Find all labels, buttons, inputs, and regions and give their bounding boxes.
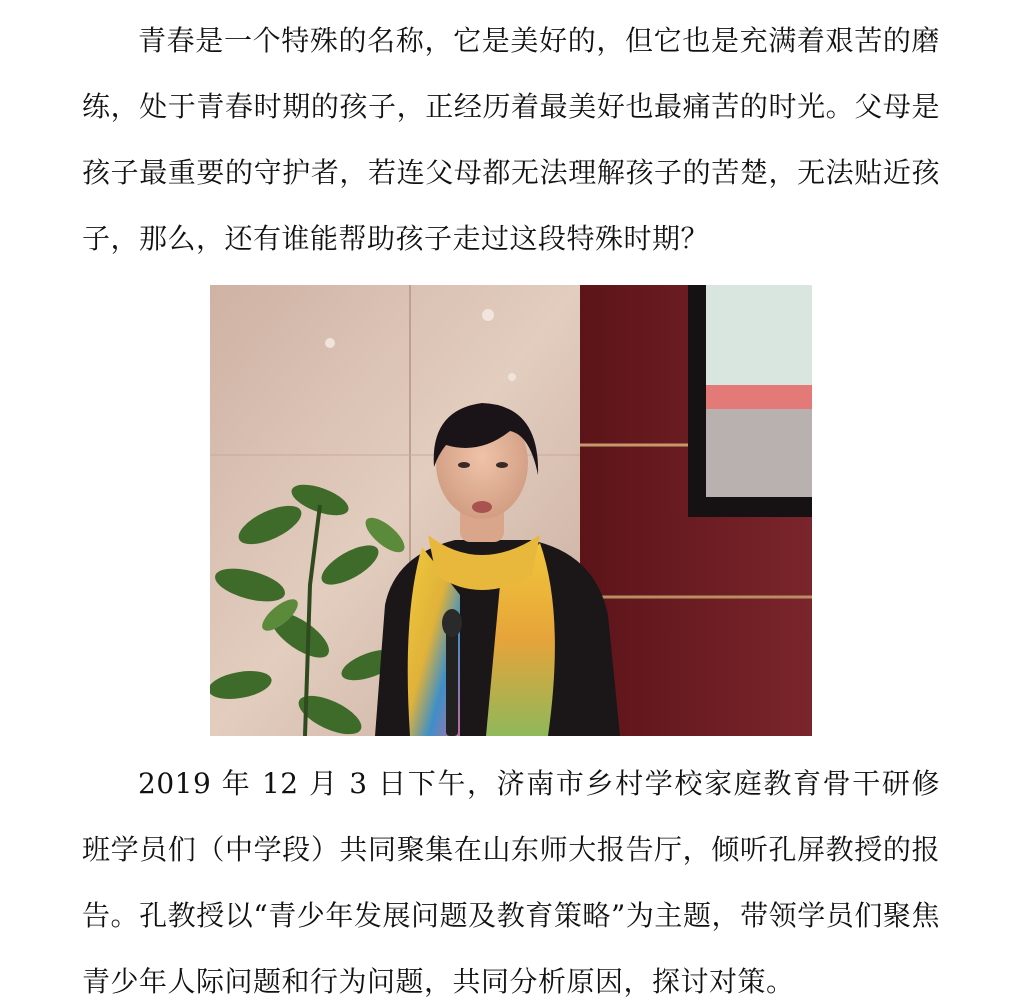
paragraph-intro: 青春是一个特殊的名称，它是美好的，但它也是充满着艰苦的磨练，处于青春时期的孩子，正经历着最美好也最痛苦的时光。父母是孩子最重要的守护者，若连父母都无法理解孩子的苦楚，无法贴近孩子，那么，还有谁能帮助孩子走过这段特殊时期？: [82, 24, 940, 255]
speaker-photo-illustration: [210, 285, 812, 736]
paragraph-event: 2019 年 12 月 3 日下午，济南市乡村学校家庭教育骨干研修班学员们（中学段）共同聚集在山东师大报告厅，倾听孔屏教授的报告。孔教授以“青少年发展问题及教育策略”为主题，带领学员们聚焦青少年人际问题和行为问题，共同分析原因，探讨对策。: [82, 767, 940, 998]
speaker-photo: [210, 285, 812, 736]
